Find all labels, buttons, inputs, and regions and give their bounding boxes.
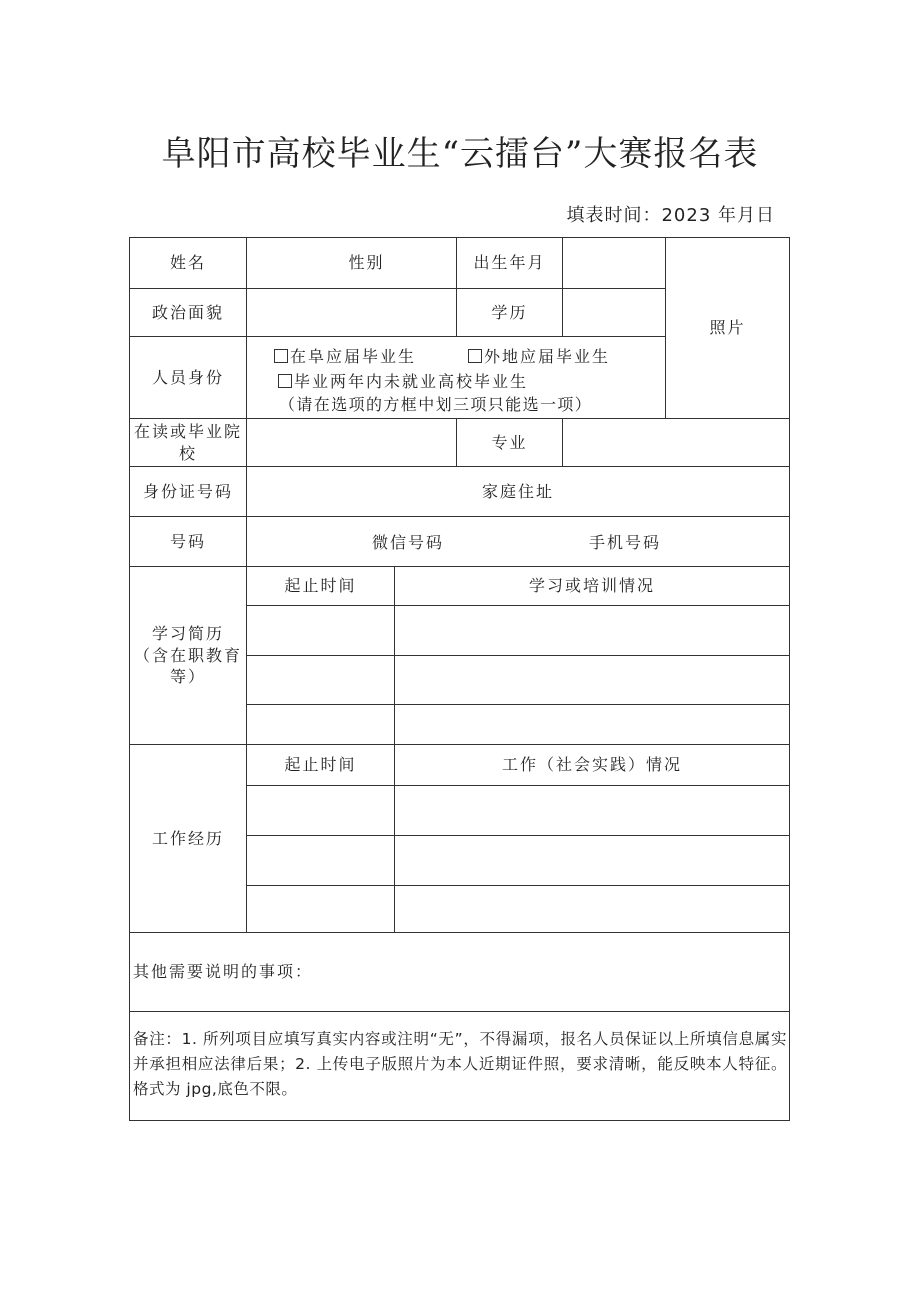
gender-label: 性别 <box>348 253 385 273</box>
work-row-3-info[interactable] <box>394 885 790 933</box>
photo-cell[interactable] <box>665 237 790 419</box>
checkbox-icon[interactable] <box>468 349 482 363</box>
identity-option-local[interactable]: 在阜应届毕业生 <box>274 346 416 368</box>
study-time-header: 起止时间 <box>246 566 395 606</box>
identity-option-unemployed[interactable]: 毕业两年内未就业高校毕业生 <box>278 371 528 393</box>
study-row-2-info[interactable] <box>394 655 790 705</box>
checkbox-icon[interactable] <box>278 374 292 388</box>
study-row-2-time[interactable] <box>246 655 395 705</box>
phone-label: 手机号码 <box>589 533 662 552</box>
study-row-1-info[interactable] <box>394 605 790 656</box>
id-address-field[interactable] <box>246 466 790 517</box>
work-info-header: 工作（社会实践）情况 <box>394 744 790 786</box>
other-matters-field[interactable] <box>129 932 790 1012</box>
remarks: 备注：1. 所列项目应填写真实内容或注明“无”，不得漏项，报名人员保证以上所填信息属实并承担相应法律后果；2. 上传电子版照片为本人近期证件照，要求清晰，能反映本人特征。格式为 jpg,底色不限。 <box>129 1011 790 1121</box>
wechat-label: 微信号码 <box>372 533 445 552</box>
education-label: 学历 <box>456 288 563 337</box>
work-row-3-time[interactable] <box>246 885 395 933</box>
identity-options <box>246 336 666 419</box>
study-row-3-time[interactable] <box>246 704 395 745</box>
political-field[interactable] <box>246 288 457 337</box>
other-matters-label: 其他需要说明的事项： <box>133 962 314 982</box>
major-label: 专业 <box>456 418 563 467</box>
number-label: 号码 <box>129 516 247 567</box>
name-gender-cell[interactable] <box>246 237 457 289</box>
work-row-1-info[interactable] <box>394 785 790 836</box>
study-label: 学习简历 （含在职教育 等） <box>129 566 247 745</box>
identity-label: 人员身份 <box>129 336 247 419</box>
work-row-2-time[interactable] <box>246 835 395 886</box>
school-label: 在读或毕业院 校 <box>129 418 247 467</box>
address-label: 家庭住址 <box>481 481 554 501</box>
study-row-3-info[interactable] <box>394 704 790 745</box>
work-label: 工作经历 <box>129 744 247 933</box>
work-time-header: 起止时间 <box>246 744 395 786</box>
school-field[interactable] <box>246 418 457 467</box>
work-row-1-time[interactable] <box>246 785 395 836</box>
photo-label: 照片 <box>709 318 746 338</box>
id-label: 身份证号码 <box>129 466 247 517</box>
contact-field[interactable] <box>246 516 790 567</box>
form-title: 阜阳市高校毕业生“云擂台”大赛报名表 <box>161 134 759 174</box>
checkbox-icon[interactable] <box>274 349 288 363</box>
identity-note: （请在选项的方框中划三项只能选一项） <box>279 395 593 414</box>
birth-field[interactable] <box>562 237 666 289</box>
political-label: 政治面貌 <box>129 288 247 337</box>
birth-label: 出生年月 <box>456 237 563 289</box>
education-field[interactable] <box>562 288 666 337</box>
fill-date: 填表时间：2023 年月日 <box>566 205 775 226</box>
work-row-2-info[interactable] <box>394 835 790 886</box>
major-field[interactable] <box>562 418 790 467</box>
name-label: 姓名 <box>129 237 247 289</box>
study-info-header: 学习或培训情况 <box>394 566 790 606</box>
identity-option-nonlocal[interactable]: 外地应届毕业生 <box>468 346 610 368</box>
study-row-1-time[interactable] <box>246 605 395 656</box>
